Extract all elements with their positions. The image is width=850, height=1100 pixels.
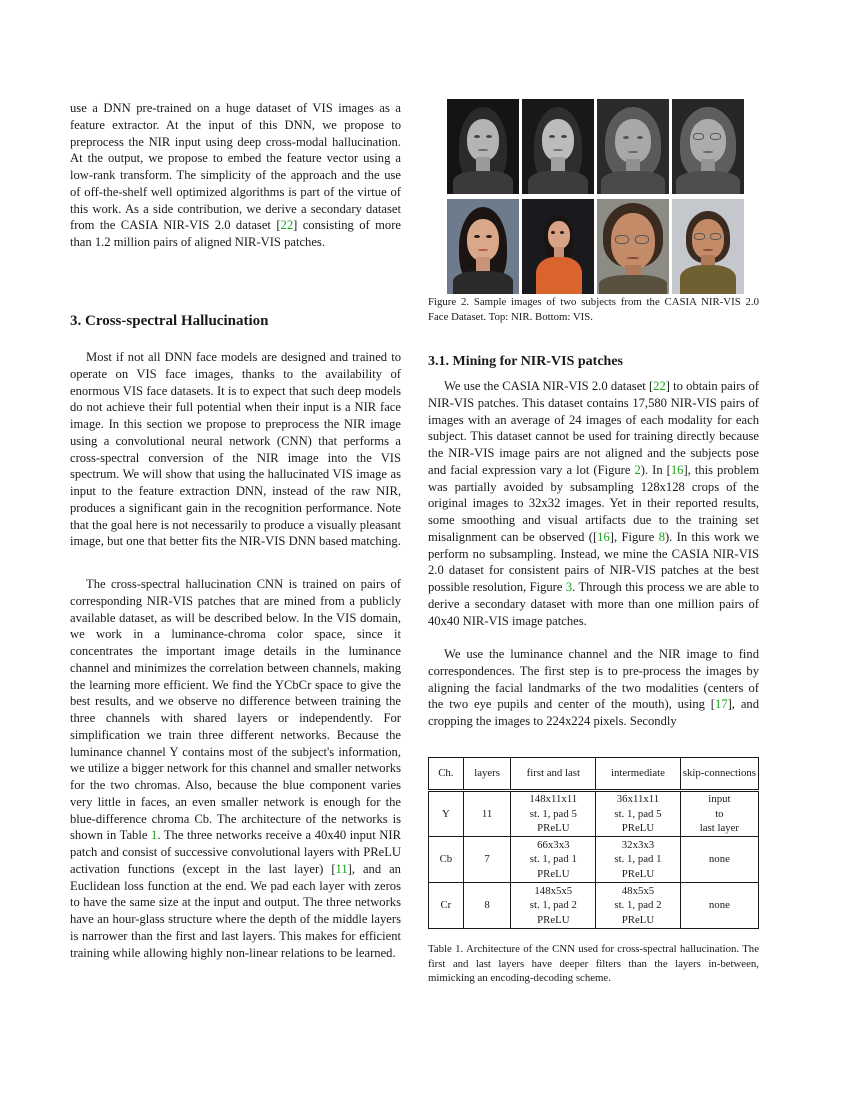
figure-2-caption: Figure 2. Sample images of two subjects from the CASIA NIR-VIS 2.0 Face Dataset. Top: NIR. Bottom: VIS. (428, 296, 759, 323)
header-intermediate: intermediate (596, 758, 681, 791)
architecture-table (428, 757, 759, 929)
cell-channel: Cr (429, 883, 464, 929)
cell-skip: none (680, 883, 758, 929)
cell-layers: 11 (463, 791, 511, 837)
vis-image-subject2-a (597, 199, 669, 294)
section3-paragraph-2: The cross-spectral hallucination CNN is trained on pairs of corresponding NIR-VIS patches that are mined from a publicly available dataset, as will be described below. In the VIS domain, we work in a luminance-chroma color space, since it concentrates the important image details in the luminance channel and minimizes the correlation between channels, making the learning more efficient. We find the YCbCr space to give the best results, and we observe no difference between training the three channels with shared layers or independently. For simplification we train three different networks. Because the luminance channel Y contains most of the subject's information, we utilize a bigger network for this channel and smaller networks for the two chromas. Also, because the blue component varies very little in faces, an even smaller network is enough for the blue-difference chroma Cb. The architecture of the networks is shown in Table 1. The three networks receive a 40x40 input NIR patch and consist of successive convolutional layers with PReLU activation functions (except in the last layer) [11], and an Euclidean loss function at the end. We pad each layer with zeros to have the same size at the input and output. The three networks have an hour-glass structure where the depth of the middle layers is narrower than the first and last layers. This makes for efficient training while allowing highly non-linear relations to be learned. (70, 577, 401, 960)
cell-channel: Cb (429, 837, 464, 883)
nir-image-subject2-b (672, 99, 744, 194)
table-row (429, 883, 759, 929)
subsection-heading-mining: 3.1. Mining for NIR-VIS patches (428, 354, 623, 369)
header-layers: layers (463, 758, 511, 791)
nir-image-subject1-a (447, 99, 519, 194)
cell-skip: none (680, 837, 758, 883)
table-row (429, 791, 759, 837)
cell-intermediate: 48x5x5 st. 1, pad 2 PReLU (596, 883, 681, 929)
section31-paragraph-2: We use the luminance channel and the NIR image to find correspondences. The first step is to pre-process the images by aligning the facial landmarks of the two modalities (centers of the two eye pupils and center of the mouth), using [17], and cropping the images to 224x224 pixels. Secondly (428, 647, 759, 728)
cell-intermediate: 32x3x3 st. 1, pad 1 PReLU (596, 837, 681, 883)
table-row (429, 837, 759, 883)
nir-image-subject2-a (597, 99, 669, 194)
header-skip-connections: skip-connections (680, 758, 758, 791)
intro-paragraph: use a DNN pre-trained on a huge dataset of VIS images as a feature extractor. At the input of this DNN, we propose to preprocess the NIR input using deep cross-modal hallucination. At the output, we propose to embed the feature vector using a low-rank transform. The simplicity of the approach and the use of off-the-shelf well optimized algorithms is part of the virtue of this work. As a side contribution, we derive a secondary dataset from the CASIA NIR-VIS 2.0 dataset [22] consisting of more than 1.2 million pairs of aligned NIR-VIS patches. (70, 101, 401, 249)
vis-image-subject2-b (672, 199, 744, 294)
figure-2-face-grid (447, 99, 745, 294)
nir-image-subject1-b (522, 99, 594, 194)
section3-paragraph-1: Most if not all DNN face models are designed and trained to operate on VIS face images, thanks to the availability of enormous VIS face datasets. It is to expect that such deep models do not achieve their full potential when their input is a NIR face image. In this section we propose to preprocess the NIR image using a convolutional neural network (CNN) that performs a cross-spectral conversion of the NIR image into the VIS spectrum. We will show that using the hallucinated VIS image as input to the feature extraction DNN, instead of the raw NIR, produces a significant gain in the recognition performance. Note that the goal here is not necessarily to produce a visually pleasant image, but one that better fits the NIR-VIS DNN based matching. (70, 350, 401, 549)
cell-first-last: 148x5x5 st. 1, pad 2 PReLU (511, 883, 596, 929)
table-1 (428, 757, 759, 929)
cell-first-last: 66x3x3 st. 1, pad 1 PReLU (511, 837, 596, 883)
header-ch: Ch. (429, 758, 464, 791)
cell-layers: 7 (463, 837, 511, 883)
table-header-row (429, 758, 759, 791)
cell-first-last: 148x11x11 st. 1, pad 5 PReLU (511, 791, 596, 837)
vis-image-subject1-b (522, 199, 594, 294)
section31-paragraph-1: We use the CASIA NIR-VIS 2.0 dataset [22] to obtain pairs of NIR-VIS patches. This dataset contains 17,580 NIR-VIS pairs of images with an average of 24 images of each modality for each subject. This dataset cannot be used for training directly because the NIR-VIS image pairs are not aligned and the subjects pose and facial expression vary a lot (Figure 2). In [16], this problem was partially avoided by subsampling 128x128 crops of the original images to 32x32 images. Yet in their reported results, some smoothing and visual artifacts due to the training set misalignment can be observed ([16], Figure 8). In this work we perform no subsampling. Instead, we mine the CASIA NIR-VIS 2.0 dataset for consistent pairs of NIR-VIS patches at the best possible resolution, Figure 3. Through this process we are able to derive a secondary dataset with more than one million pairs of 40x40 NIR-VIS image patches. (428, 379, 759, 628)
header-first-last: first and last (511, 758, 596, 791)
cell-channel: Y (429, 791, 464, 837)
cell-skip: input to last layer (680, 791, 758, 837)
section-heading-cross-spectral: 3. Cross-spectral Hallucination (70, 313, 269, 329)
cell-intermediate: 36x11x11 st. 1, pad 5 PReLU (596, 791, 681, 837)
cell-layers: 8 (463, 883, 511, 929)
table-1-caption: Table 1. Architecture of the CNN used for cross-spectral hallucination. The first and last layers have deeper filters than the layers in-between, mimicking an encoding-decoding scheme. (428, 943, 759, 984)
vis-image-subject1-a (447, 199, 519, 294)
